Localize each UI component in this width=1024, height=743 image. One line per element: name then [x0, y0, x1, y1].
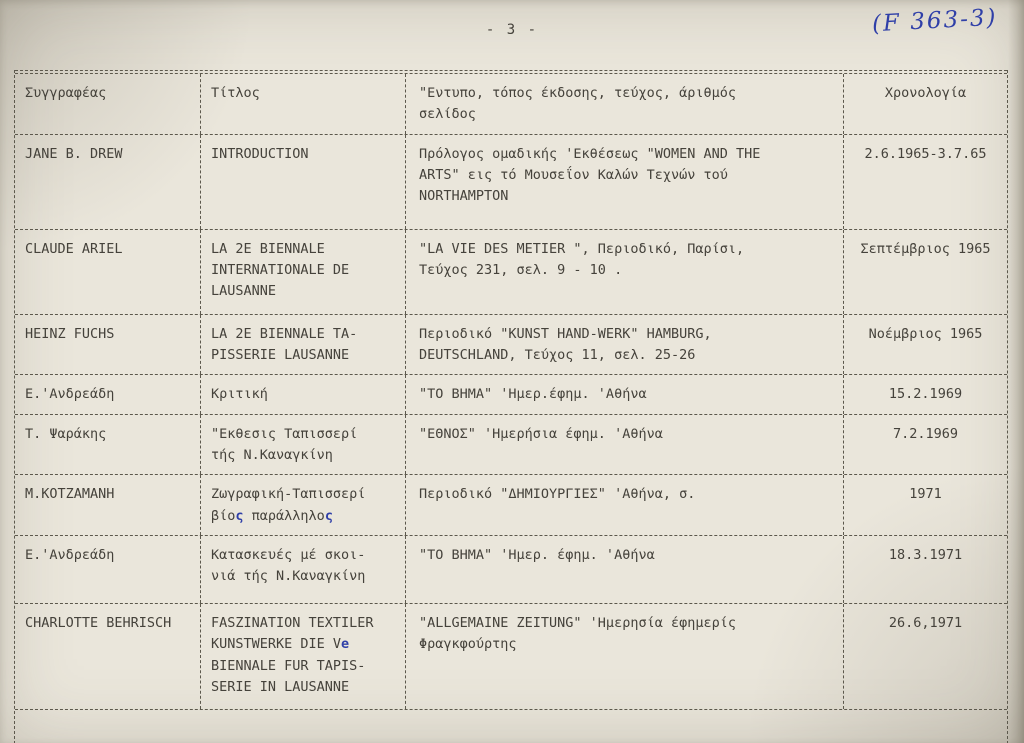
table-bottom-border	[15, 710, 1007, 743]
table-row	[15, 536, 1007, 604]
archive-stamp: (F 363-3)	[871, 4, 999, 38]
table-row	[15, 230, 1007, 315]
title-cell: LA 2E BIENNALE TA- PISSERIE LAUSANNE	[201, 315, 406, 375]
bibliography-table	[14, 70, 1008, 743]
handwritten-correction: e	[341, 636, 350, 653]
date-cell: 7.2.1969	[892, 425, 959, 442]
table-row	[15, 415, 1007, 476]
table-row	[15, 475, 1007, 536]
date-cell: 1971	[909, 486, 942, 503]
title-cell: LA 2E BIENNALE INTERNATIONALE DE LAUSANNE	[201, 230, 406, 314]
table-row	[15, 135, 1007, 230]
page-edge-shadow	[1008, 0, 1024, 743]
handwritten-correction: ς	[324, 507, 333, 524]
title-cell: Κατασκευές μέ σκοι- νιά τής Ν.Καναγκίνη	[201, 536, 406, 603]
header-date: Χρονολογία	[884, 85, 967, 101]
table-row	[15, 315, 1007, 376]
title-cell	[201, 604, 406, 709]
typed-text: FASZINATION TEXTILER KUNSTWERKE DIE V	[211, 614, 374, 653]
author-cell: Ε.'Ανδρεάδη	[15, 536, 201, 603]
publication-cell: "ΤΟ ΒΗΜΑ" 'Ημερ. έφημ. 'Αθήνα	[406, 536, 844, 603]
author-cell: HEINZ FUCHS	[15, 315, 201, 375]
typed-text: BIENNALE FUR TAPIS- SERIE IN LAUSANNE	[211, 657, 366, 695]
author-cell: CHARLOTTE BEHRISCH	[15, 604, 201, 709]
handwritten-correction: ς	[235, 507, 244, 524]
header-publication: "Εντυπο, τόπος έκδοσης, τεύχος, άριθμός σελίδος	[406, 74, 844, 134]
author-cell: CLAUDE ARIEL	[15, 230, 201, 314]
date-cell: 26.6,1971	[888, 614, 963, 631]
author-cell: Τ. Ψαράκης	[15, 415, 201, 475]
table-rows	[15, 135, 1007, 710]
title-cell: INTRODUCTION	[201, 135, 406, 229]
title-cell	[201, 475, 406, 535]
header-author: Συγγραφέας	[15, 74, 201, 134]
table-row	[15, 604, 1007, 710]
publication-cell: Περιοδικό "KUNST HAND-WERK" HAMBURG, DEUTSCHLAND, Τεύχος 11, σελ. 25-26	[406, 315, 844, 375]
publication-cell: "ALLGEMAINE ZEITUNG" 'Ημερησία έφημερίς Φραγκφούρτης	[406, 604, 844, 709]
author-cell: Ε.'Ανδρεάδη	[15, 375, 201, 413]
author-cell: M.KOTZAMANH	[15, 475, 201, 535]
date-cell: 2.6.1965-3.7.65	[864, 145, 987, 162]
typed-text: Ζωγραφική-Ταπισσερί βίο	[211, 486, 366, 524]
date-cell: Νοέμβριος 1965	[868, 325, 983, 342]
publication-cell: "ΕΘΝΟΣ" 'Ημερήσια έφημ. 'Αθήνα	[406, 415, 844, 475]
publication-cell: "ΤΟ ΒΗΜΑ" 'Ημερ.έφημ. 'Αθήνα	[406, 375, 844, 413]
publication-cell: Πρόλογος ομαδικής 'Εκθέσεως "WOMEN AND THE ARTS" εις τό Μουσεΐον Καλών Τεχνών τού NORTHAMPTON	[406, 135, 844, 229]
publication-cell: "LA VIE DES METIER ", Περιοδικό, Παρίσι, Τεύχος 231, σελ. 9 - 10 .	[406, 230, 844, 314]
publication-cell: Περιοδικό "ΔΗΜΙΟΥΡΓΙΕΣ" 'Αθήνα, σ.	[406, 475, 844, 535]
header-title: Τίτλος	[201, 74, 406, 134]
table-row	[15, 375, 1007, 414]
title-cell: "Εκθεσις Ταπισσερί τής Ν.Καναγκίνη	[201, 415, 406, 475]
date-cell: 15.2.1969	[888, 386, 963, 403]
page-number: - 3 -	[485, 22, 539, 38]
title-cell: Κριτική	[201, 375, 406, 413]
date-cell: Σεπτέμβριος 1965	[860, 240, 991, 257]
author-cell: JANE B. DREW	[15, 135, 201, 229]
table-header-row	[15, 74, 1007, 135]
typed-text: παράλληλο	[243, 507, 325, 524]
date-cell: 18.3.1971	[888, 546, 963, 563]
